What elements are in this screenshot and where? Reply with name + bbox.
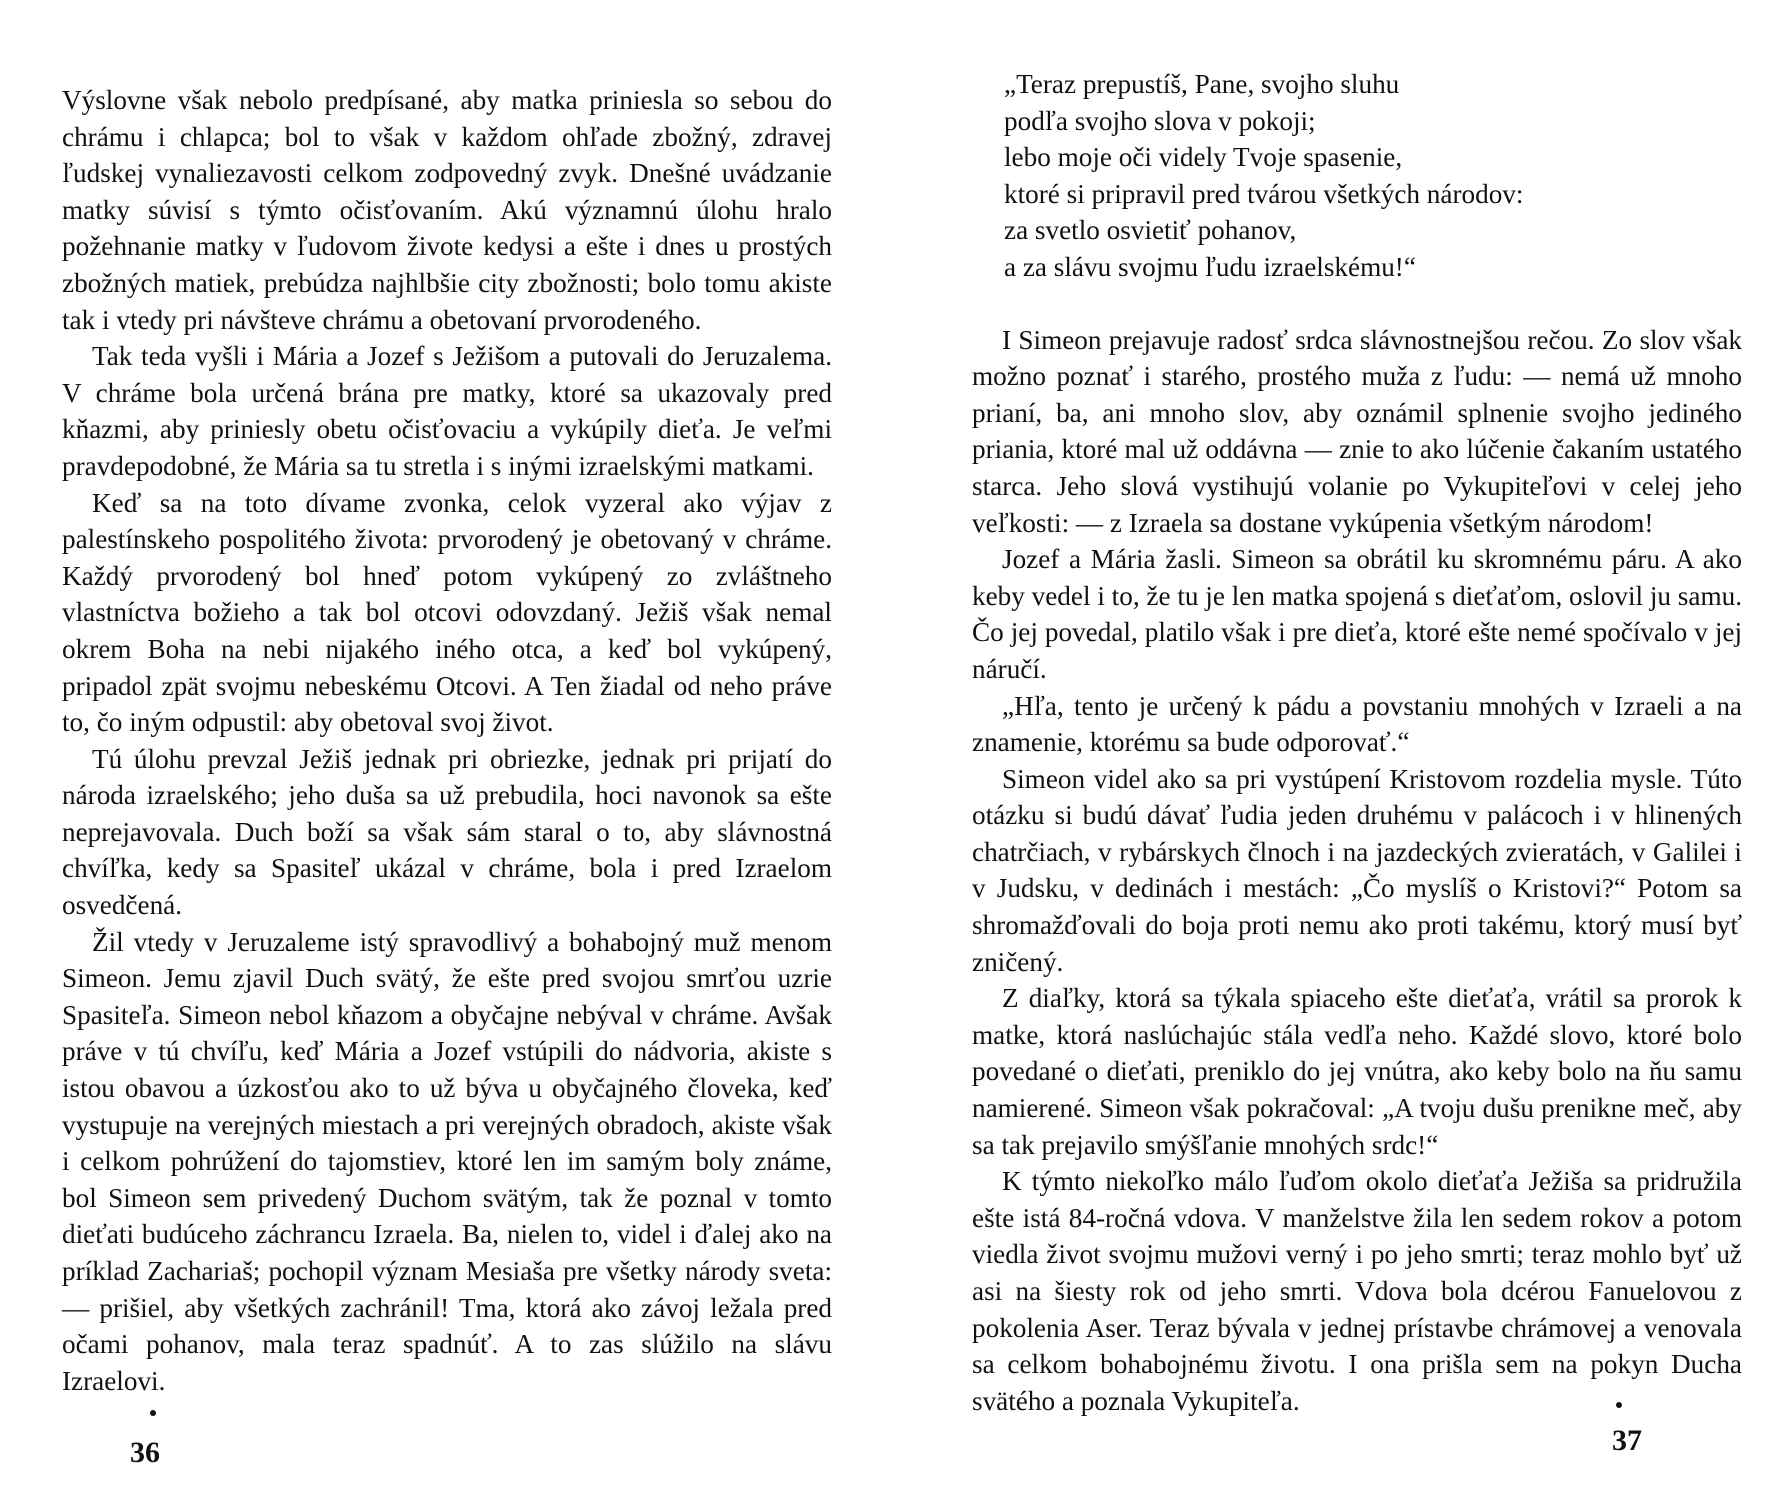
left-page-text: [62, 82, 832, 1399]
paragraph: Žil vtedy v Jeruzaleme istý spravodlivý a bohabojný muž menom Simeon. Jemu zjavil Duch svätý, že ešte pred svojou smrťou uzrie Spasiteľa. Simeon nebol kňazom a obyčajne nebýval v chráme. Avšak práve v tú chvíľu, keď Mária a Jozef vstúpili do nádvoria, akiste s istou obavou a úzkosťou ako to už býva u obyčajného človeka, keď vystupuje na verejných miestach a pri verejných obradoch, akiste však i celkom pohrúžení do tajomstiev, ktoré len im samým boly známe, bol Simeon sem privedený Duchom svätým, tak že poznal v tomto dieťati budúceho záchrancu Izraela. Ba, nielen to, videl i ďalej ako na príklad Zachariaš; pochopil význam Mesiaša pre všetky národy sveta: — prišiel, aby všetkých zachránil! Tma, ktorá ako závoj ležala pred očami pohanov, mala teraz spadnúť. A to zas slúžilo na slávu Izraelovi.: [62, 926, 832, 1396]
paragraph: Z diaľky, ktorá sa týkala spiaceho ešte dieťaťa, vrátil sa prorok k matke, ktorá naslúchajúc stála vedľa neho. Každé slovo, ktoré bolo povedané o dieťati, preniklo do jej vnútra, ako keby bolo na ňu samu namierené. Simeon však pokračoval: „A tvoju dušu prenikne meč, aby sa tak prejavilo smýšľanie mnohých srdc!“: [972, 983, 1742, 1160]
verse-line: ktoré si pripravil pred tvárou všetkých národov:: [1004, 178, 1524, 209]
paragraph: Výslovne však nebolo predpísané, aby matka priniesla so sebou do chrámu i chlapca; bol to však v každom ohľade zbožný, zdravej ľudskej vynaliezavosti celkom zodpovedný zvyk. Dnešné uvádzanie matky súvisí s týmto očisťovaním. Akú významnú úlohu hralo požehnanie matky v ľudovom živote kedysi a ešte i dnes u prostých zbožných matiek, prebúdza najhlbšie city zbožnosti; bolo tomu akiste tak i vtedy pri návšteve chrámu a obetovaní prvorodeného.: [62, 85, 832, 335]
right-page: [892, 0, 1784, 1500]
verse-line: podľa svojho slova v pokoji;: [1004, 105, 1316, 136]
verse-line: za svetlo osvietiť pohanov,: [1004, 215, 1297, 246]
page-number: 37: [1612, 1424, 1642, 1457]
paragraph: „Hľa, tento je určený k pádu a povstaniu mnohých v Izraeli a na znamenie, ktorému sa bude odporovať.“: [972, 690, 1742, 758]
paragraph: Jozef a Mária žasli. Simeon sa obrátil ku skromnému páru. A ako keby vedel i to, že tu je len matka spojená s dieťaťom, oslovil ju samu. Čo jej povedal, platilo však i pre dieťa, ktoré ešte nemé spočívalo v jej náručí.: [972, 544, 1742, 684]
paragraph: Tak teda vyšli i Mária a Jozef s Ježišom a putovali do Jeruzalema. V chráme bola určená brána pre matky, ktoré sa ukazovaly pred kňazmi, aby priniesly obetu očisťovaciu a vykúpily dieťa. Je veľmi pravdepodobné, že Mária sa tu stretla i s inými izraelskými matkami.: [62, 341, 832, 481]
verse-line: „Teraz prepustíš, Pane, svojho sluhu: [1004, 69, 1400, 99]
verse-line: lebo moje oči videly Tvoje spasenie,: [1004, 142, 1403, 173]
page-number: 36: [130, 1436, 160, 1469]
print-fleck: [150, 1410, 156, 1416]
paragraph: I Simeon prejavuje radosť srdca slávnostnejšou rečou. Zo slov však možno poznať i starého, prostého muža z ľudu: — nemá už mnoho prianí, ba, ani mnoho slov, aby oznámil splnenie svojho jediného priania, ktoré mal už oddávna — znie to ako lúčenie čakaním ustatého starca. Jeho slová vystihujú volanie po Vykupiteľovi v celej jeho veľkosti: — z Izraela sa dostane vykúpenia všetkým národom!: [972, 324, 1742, 538]
paragraph: Tú úlohu prevzal Ježiš jednak pri obriezke, jednak pri prijatí do národa izraelského; jeho duša sa už prebudila, hoci navonok sa ešte neprejavovala. Duch boží sa však sám staral o to, aby slávnostná chvíľka, kedy sa Spasiteľ ukázal v chráme, bola i pred Izraelom osvedčená.: [62, 743, 832, 921]
canticle-verse: [1004, 66, 1742, 286]
paragraph: Keď sa na toto dívame zvonka, celok vyzeral ako výjav z palestínskeho pospolitého života: prvorodený je obetovaný v chráme. Každý prvorodený bol hneď potom vykúpený zo zvláštneho vlastníctva božieho a tak bol otcovi odovzdaný. Ježiš však nemal okrem Boha na nebi nijakého iného otca, a keď bol vykúpený, pripadol zpät svojmu nebeskému Otcovi. A Ten žiadal od neho práve to, čo iným odpustil: aby obetoval svoj život.: [62, 487, 832, 738]
print-fleck: [1616, 1402, 1622, 1408]
paragraph: K týmto niekoľko málo ľuďom okolo dieťaťa Ježiša sa pridružila ešte istá 84-ročná vdova. V manželstve žila len sedem rokov a potom viedla život svojmu mužovi verný i po jeho smrti; teraz mohlo byť už asi na šiesty rok od jeho smrti. Vdova bola dcérou Fanuelovou z pokolenia Aser. Teraz bývala v jednej prístavbe chrámovej a venovala sa celkom bohabojnému životu. I ona prišla sem na pokyn Ducha svätého a poznala Vykupiteľa.: [972, 1166, 1742, 1416]
right-page-text: [972, 66, 1742, 1419]
verse-line: a za slávu svojmu ľudu izraelskému!“: [1004, 251, 1416, 282]
paragraph: Simeon videl ako sa pri vystúpení Kristovom rozdelia mysle. Túto otázku si budú dávať ľudia jeden druhému v palácoch i v hlinených chatrčiach, v rybárskych člnoch i na jazdeckých zvieratách, v Galilei i v Judsku, v dedinách i mestách: „Čo myslíš o Kristovi?“ Potom sa shromažďovali do boja proti nemu ako proti takému, ktorý musí byť zničený.: [972, 763, 1742, 977]
